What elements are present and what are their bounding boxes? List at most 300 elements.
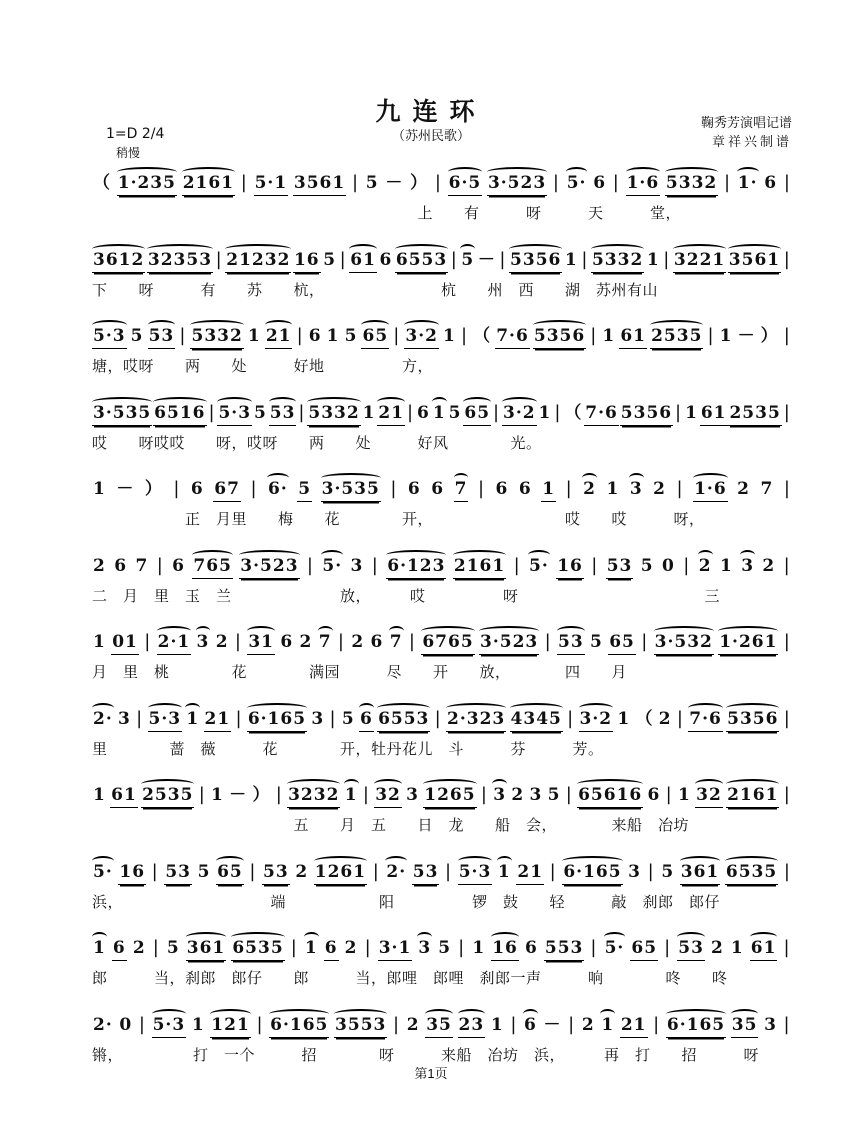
barline: |	[173, 478, 181, 499]
note: －	[229, 785, 248, 805]
note: 4345	[510, 711, 563, 732]
note: 3553	[334, 1017, 387, 1038]
note: 0	[119, 1014, 133, 1035]
note: 1	[185, 711, 200, 732]
barline: |	[234, 631, 242, 652]
note: 6·123	[386, 558, 446, 579]
note: 3·523	[479, 634, 539, 655]
barline: |	[371, 554, 379, 576]
page-number: 第1页	[414, 1066, 448, 1081]
note: 3·532	[654, 634, 714, 655]
note: 5	[197, 861, 211, 882]
barline: |	[364, 937, 372, 958]
barline: |	[676, 707, 684, 729]
note: 1·	[737, 175, 759, 196]
barline: |	[675, 401, 683, 423]
note: 3·535	[92, 405, 152, 426]
note: ）	[410, 173, 429, 193]
note: 1	[92, 940, 107, 961]
note: 1	[538, 402, 552, 423]
barline: |	[362, 784, 370, 805]
notes-row	[92, 992, 792, 1038]
barline: |	[151, 860, 159, 882]
note: 1	[247, 326, 261, 346]
note: 2161	[182, 175, 235, 196]
credit-transcriber: 鞠秀芳演唱记谱	[700, 115, 792, 130]
note: 6553	[377, 711, 430, 732]
note: 2·	[385, 864, 407, 885]
barline: |	[663, 248, 671, 270]
notes-row	[92, 762, 792, 808]
note: 5	[253, 402, 267, 423]
note: 21232	[225, 252, 291, 273]
note: 5·	[604, 940, 626, 961]
note: 6	[379, 249, 393, 270]
barline: |	[647, 860, 655, 882]
notes-row	[92, 380, 792, 426]
note: 53	[557, 634, 585, 655]
note: 65	[630, 940, 658, 961]
note: 1·6	[693, 481, 728, 502]
lyrics-line: 月 里 桃 花 满园 尽 开 放， 四 月	[92, 664, 628, 681]
note: 3·535	[321, 481, 381, 502]
note: 5332	[190, 328, 243, 349]
music-line	[92, 915, 792, 992]
note: 32353	[147, 252, 213, 273]
note: 5·	[566, 175, 588, 196]
note: 53	[677, 940, 705, 961]
note: 7	[135, 555, 149, 576]
barline: |	[510, 1013, 518, 1035]
barline: |	[590, 937, 598, 958]
lyrics-line: 郎 当，刹郎 郎仔 郎 当，郎哩 郎哩 刹郎一声 响 咚 咚	[92, 970, 728, 987]
note: 0	[662, 555, 675, 576]
note: 65	[463, 405, 491, 426]
note: 6	[407, 479, 421, 499]
note: 1	[497, 864, 512, 885]
note: 21	[516, 864, 544, 885]
note: 6	[593, 173, 607, 193]
barline: |	[664, 937, 672, 958]
note: 67	[213, 481, 241, 502]
barline: |	[156, 554, 164, 576]
note: 5356	[620, 405, 673, 426]
note: 16	[118, 864, 146, 885]
note: 2	[93, 555, 106, 576]
barline: |	[783, 937, 791, 958]
note: 2	[344, 938, 358, 958]
barline: |	[198, 784, 206, 805]
note: 1	[541, 481, 556, 502]
barline: |	[329, 707, 337, 729]
barline: |	[549, 860, 557, 882]
note: 1265	[423, 787, 476, 808]
music-line	[92, 609, 792, 686]
note: 53	[606, 558, 634, 579]
note: 65	[216, 864, 244, 885]
note: 1	[191, 1014, 205, 1035]
note: 6535	[231, 940, 284, 961]
note: 16	[556, 558, 584, 579]
note: 2535	[728, 405, 781, 426]
music-line	[92, 380, 792, 457]
note: 6·	[267, 481, 289, 502]
note: 6·165	[666, 1017, 726, 1038]
barline: |	[407, 401, 415, 423]
barline: |	[676, 478, 684, 499]
note: 1	[600, 1017, 615, 1038]
note: 6	[308, 326, 322, 346]
barline: |	[783, 860, 791, 882]
lyrics-line: 上 有 呀 天 堂，	[92, 205, 682, 222]
note: 1	[93, 632, 106, 652]
note: 1	[472, 938, 486, 958]
note: ）	[252, 785, 271, 805]
note: 1	[678, 785, 691, 805]
note: 121	[210, 1017, 251, 1038]
note: 16	[491, 940, 519, 961]
note: 1	[443, 326, 456, 346]
note: 6	[280, 632, 294, 652]
note: 65616	[577, 787, 643, 808]
note: 6516	[153, 405, 206, 426]
barline: |	[298, 401, 306, 423]
note: 65	[361, 328, 389, 349]
note: 61	[700, 405, 728, 426]
note: 5332	[665, 175, 718, 196]
note: 3232	[287, 787, 340, 808]
note: 1	[730, 938, 744, 958]
lyrics-line: 锵， 打 一个 招 呀 来船 冶坊 浜， 再 打 招 呀	[92, 1046, 760, 1064]
barline: |	[372, 860, 380, 882]
song-title: 九连环	[375, 99, 487, 126]
note: 6·5	[448, 175, 483, 196]
note: 2	[581, 1014, 595, 1035]
barline: |	[460, 325, 469, 346]
barline: |	[290, 937, 298, 958]
music-line	[92, 456, 792, 533]
note: 01	[111, 634, 139, 655]
note: 1	[490, 1014, 504, 1035]
note: 5	[460, 252, 475, 273]
note: 3	[628, 861, 642, 882]
note: 6	[359, 711, 374, 732]
note: 2161	[726, 787, 779, 808]
barline: |	[215, 248, 223, 270]
note: 65	[608, 634, 636, 655]
note: 6	[172, 555, 186, 576]
note: 5·3	[152, 1017, 187, 1038]
barline: |	[480, 784, 488, 805]
note: 1	[719, 555, 733, 576]
barline: |	[337, 631, 345, 652]
lyrics-line: 下 呀 有 苏 杭， 杭 州 西 湖 苏州有山	[92, 281, 659, 299]
note: 2	[653, 479, 667, 499]
barline: |	[723, 172, 732, 193]
lyrics-line: 浜， 端 阳 锣 鼓 轻 敲 刹郎 郎仔	[92, 893, 721, 911]
lyrics-line: 里 蔷 薇 花 开，牡丹花儿 斗 芬 芳。	[92, 740, 604, 758]
note: （	[473, 326, 492, 346]
note: 3·2	[404, 328, 439, 349]
note: 3	[311, 708, 325, 729]
note: 5·1	[254, 175, 289, 196]
note: 1	[564, 249, 578, 270]
note: 5·3	[148, 711, 183, 732]
notes-row	[92, 686, 792, 732]
note: 5	[438, 938, 452, 958]
note: 7	[454, 481, 469, 502]
barline: |	[783, 401, 791, 423]
note: 61	[619, 328, 647, 349]
note: 1	[646, 249, 660, 270]
barline: |	[275, 784, 283, 805]
note: 2535	[650, 328, 703, 349]
note: 53	[262, 864, 290, 885]
note: 2	[698, 558, 713, 579]
note: 1	[362, 402, 376, 423]
note: 7	[318, 634, 333, 655]
lyrics-line: 哎 呀哎哎 呀，哎呀 两 处 好风 光。	[92, 434, 542, 452]
note: 21	[204, 711, 232, 732]
note: 5·3	[217, 405, 252, 426]
barline: |	[240, 172, 248, 193]
barline: |	[612, 172, 620, 193]
note: 6·165	[247, 711, 307, 732]
note: 1	[211, 785, 224, 805]
note: 2	[215, 632, 229, 652]
note: 2·	[93, 1014, 113, 1035]
note: 5·	[92, 864, 114, 885]
note: 2	[658, 708, 672, 729]
note: 6	[112, 940, 127, 961]
note: 3	[417, 940, 432, 961]
note: 5	[166, 938, 180, 958]
note: 2	[710, 938, 724, 958]
note: 1	[326, 326, 340, 346]
note: 61	[750, 940, 778, 961]
note: 6	[647, 785, 661, 805]
note: 2	[295, 861, 309, 882]
barline: |	[581, 248, 589, 270]
note: 3·1	[378, 940, 413, 961]
note: 1	[719, 326, 733, 346]
note: 31	[247, 634, 275, 655]
note: 6	[523, 1017, 538, 1038]
note: 1	[432, 405, 447, 426]
note: 2	[351, 632, 365, 652]
note: 5·	[528, 558, 550, 579]
barline: |	[250, 478, 258, 499]
barline: |	[513, 554, 521, 576]
barline: |	[783, 248, 791, 270]
barline: |	[783, 325, 791, 346]
note: 361	[680, 864, 721, 885]
note: 2161	[453, 558, 506, 579]
note: 6553	[395, 252, 448, 273]
barline: |	[565, 478, 573, 499]
barline: |	[783, 1013, 791, 1035]
music-line	[92, 533, 792, 610]
note: 765	[192, 558, 233, 579]
note: 3561	[293, 175, 346, 196]
note: 2	[582, 481, 597, 502]
note: 5	[590, 632, 603, 652]
note: 3	[196, 634, 211, 655]
note: 5	[365, 173, 379, 193]
barline: |	[707, 325, 715, 346]
note: 7·6	[584, 405, 619, 426]
barline: |	[641, 631, 649, 652]
note: 2·1	[157, 634, 192, 655]
note: 7·6	[495, 328, 530, 349]
note: 1	[304, 940, 319, 961]
barline: |	[499, 248, 507, 270]
barline: |	[339, 248, 347, 270]
note: 2	[406, 1014, 420, 1035]
note: 6	[431, 479, 445, 499]
note: 5	[640, 555, 654, 576]
note: 5332	[307, 405, 360, 426]
note: 3·2	[579, 711, 614, 732]
note: 1	[606, 479, 620, 499]
note: 6	[190, 479, 204, 499]
notes-row	[92, 303, 792, 349]
song-subtitle: （苏州民歌）	[391, 128, 470, 143]
note: 1	[617, 708, 631, 729]
barline: |	[783, 784, 791, 805]
note: －	[477, 249, 496, 270]
barline: |	[351, 172, 360, 193]
note: 6765	[421, 634, 474, 655]
note: 5	[661, 861, 675, 882]
note: 23	[458, 1017, 486, 1038]
barline: |	[390, 478, 398, 499]
lyrics-line: 正 月里 梅 花 开， 哎 哎 呀，	[92, 511, 705, 528]
notes-row	[92, 533, 792, 579]
tempo-marking: 稍慢	[116, 146, 141, 160]
note: 3·523	[487, 175, 547, 196]
note: 5	[341, 708, 355, 729]
barline: |	[565, 784, 573, 805]
barline: |	[591, 554, 599, 576]
music-line	[92, 303, 792, 380]
note: 2·323	[446, 711, 506, 732]
note: 1261	[314, 864, 367, 885]
note: （	[635, 708, 654, 729]
note: ）	[144, 479, 163, 499]
notes-row	[92, 456, 792, 502]
barline: |	[552, 172, 560, 193]
note: 3561	[728, 252, 781, 273]
barline: |	[296, 325, 304, 346]
barline: |	[393, 325, 401, 346]
note: 6	[370, 632, 384, 652]
barline: |	[590, 325, 598, 346]
note: 5	[344, 326, 358, 346]
note: 35	[425, 1017, 453, 1038]
note: 3	[118, 708, 131, 729]
note: 5	[130, 326, 144, 346]
key-signature: 1=D 2/4	[106, 126, 165, 142]
notes-row	[92, 915, 792, 961]
barline: |	[783, 554, 791, 576]
note: 1	[685, 402, 698, 423]
barline: |	[249, 860, 257, 882]
barline: |	[544, 631, 552, 652]
note: 7·6	[688, 711, 723, 732]
note: 6	[324, 940, 339, 961]
note: 5356	[533, 328, 586, 349]
note: 2535	[141, 787, 194, 808]
barline: |	[445, 860, 453, 882]
note: 3	[529, 785, 543, 805]
note: 3	[350, 555, 364, 576]
note: 5356	[726, 711, 779, 732]
note: －	[385, 173, 404, 193]
note: 553	[544, 940, 585, 961]
barline: |	[235, 707, 243, 729]
barline: |	[665, 784, 673, 805]
barline: |	[683, 554, 691, 576]
note: 2	[511, 785, 525, 805]
note: 1	[93, 785, 106, 805]
note: 2·	[92, 711, 114, 732]
note: 6	[518, 479, 532, 499]
note: 361	[186, 940, 227, 961]
barline: |	[152, 937, 160, 958]
note: 6	[417, 402, 430, 423]
note: 7	[760, 479, 774, 499]
note: 2	[299, 632, 313, 652]
note: 5	[297, 481, 312, 502]
music-line	[92, 762, 792, 839]
barline: |	[653, 1013, 661, 1035]
barline: |	[256, 1013, 264, 1035]
credits	[701, 114, 792, 152]
note: 1	[602, 326, 616, 346]
barline: |	[458, 937, 466, 958]
note: 6	[764, 173, 778, 193]
note: 1·235	[117, 175, 177, 196]
barline: |	[306, 554, 314, 576]
barline: |	[144, 631, 152, 652]
note: 5·3	[92, 328, 127, 349]
barline: |	[493, 401, 501, 423]
music-line	[92, 150, 792, 227]
barline: |	[434, 172, 442, 193]
barline: |	[783, 631, 791, 652]
note: 3	[406, 785, 419, 805]
note: 61	[110, 787, 138, 808]
note: 3	[629, 481, 644, 502]
note: 3221	[673, 252, 726, 273]
note: 21	[265, 328, 293, 349]
note: 35	[731, 1017, 759, 1038]
barline: |	[136, 707, 144, 729]
lyrics-line: 五 月 五 日 龙 船 会， 来船 冶坊	[92, 817, 690, 834]
barline: |	[477, 478, 486, 499]
note: 3612	[92, 252, 145, 273]
note: 53	[412, 864, 440, 885]
note: 53	[164, 864, 192, 885]
barline: |	[783, 707, 791, 729]
note: 5·	[321, 558, 343, 579]
note: 53	[148, 328, 176, 349]
note: 6	[495, 479, 509, 499]
note: 5	[448, 402, 462, 423]
score	[92, 150, 792, 1068]
note: 5	[547, 785, 561, 805]
